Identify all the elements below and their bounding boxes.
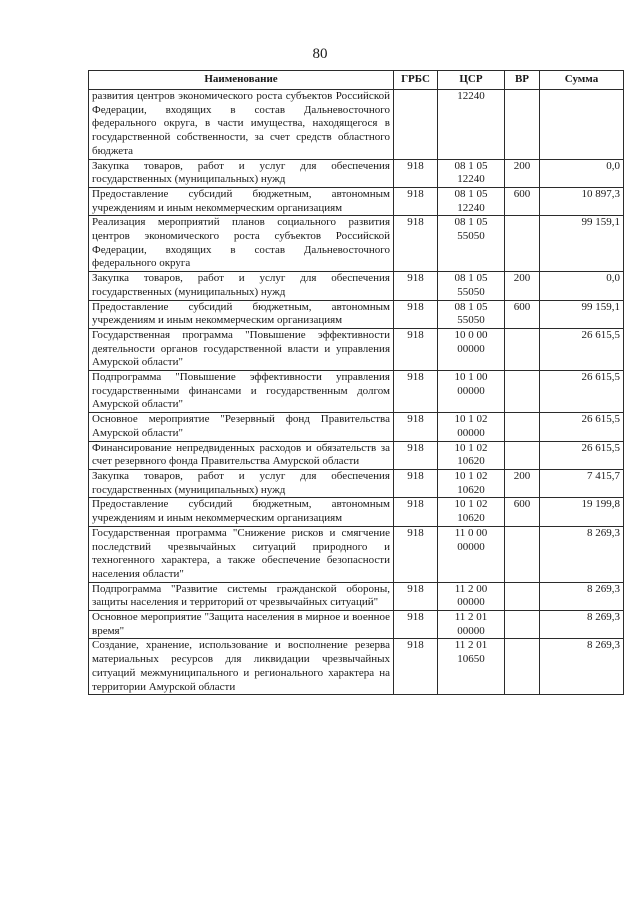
- cell-sum: 19 199,8: [540, 498, 624, 526]
- cell-csr: 08 1 05 55050: [438, 272, 505, 300]
- budget-table: [88, 70, 624, 695]
- cell-grbs: 918: [394, 371, 438, 413]
- cell-name: Основное мероприятие "Защита населения в мирное и военное время": [89, 611, 394, 639]
- cell-grbs: 918: [394, 639, 438, 695]
- cell-grbs: 918: [394, 187, 438, 215]
- cell-vr: [505, 371, 540, 413]
- cell-sum: 8 269,3: [540, 582, 624, 610]
- cell-name: Предоставление субсидий бюджетным, автономным учреждениям и иным некоммерческим организациям: [89, 300, 394, 328]
- cell-name: Подпрограмма "Повышение эффективности управления государственными финансами и государственным долгом Амурской области": [89, 371, 394, 413]
- header-name: Наименование: [89, 71, 394, 90]
- table-row: [89, 159, 624, 187]
- cell-name: Основное мероприятие "Резервный фонд Правительства Амурской области": [89, 413, 394, 441]
- table-row: [89, 611, 624, 639]
- cell-grbs: 918: [394, 328, 438, 370]
- cell-grbs: 918: [394, 300, 438, 328]
- cell-grbs: 918: [394, 216, 438, 272]
- cell-csr: 11 2 01 00000: [438, 611, 505, 639]
- cell-csr: 10 1 02 10620: [438, 441, 505, 469]
- cell-vr: 600: [505, 498, 540, 526]
- cell-grbs: 918: [394, 611, 438, 639]
- cell-csr: 10 1 02 10620: [438, 469, 505, 497]
- cell-name: Государственная программа "Снижение рисков и смягчение последствий чрезвычайных ситуаций природного и техногенного характера, а также обеспечение безопасности населения области": [89, 526, 394, 582]
- table-row: [89, 272, 624, 300]
- cell-csr: 08 1 05 12240: [438, 159, 505, 187]
- cell-grbs: 918: [394, 413, 438, 441]
- cell-csr: 08 1 05 12240: [438, 187, 505, 215]
- cell-sum: 26 615,5: [540, 328, 624, 370]
- table-row: [89, 90, 624, 160]
- table-row: [89, 371, 624, 413]
- cell-sum: 7 415,7: [540, 469, 624, 497]
- table-row: [89, 328, 624, 370]
- header-sum: Сумма: [540, 71, 624, 90]
- cell-vr: 600: [505, 187, 540, 215]
- cell-sum: 99 159,1: [540, 300, 624, 328]
- cell-csr: 10 1 02 00000: [438, 413, 505, 441]
- cell-vr: [505, 441, 540, 469]
- cell-sum: 26 615,5: [540, 371, 624, 413]
- cell-csr: 10 1 02 10620: [438, 498, 505, 526]
- cell-name: Предоставление субсидий бюджетным, автономным учреждениям и иным некоммерческим организациям: [89, 187, 394, 215]
- cell-sum: 8 269,3: [540, 526, 624, 582]
- header-row: [89, 71, 624, 90]
- table-row: [89, 498, 624, 526]
- cell-name: Реализация мероприятий планов социального развития центров экономического роста субъектов Российской Федерации, входящих в состав Дальневосточного федерального округа: [89, 216, 394, 272]
- cell-grbs: 918: [394, 441, 438, 469]
- cell-vr: 200: [505, 272, 540, 300]
- table-row: [89, 469, 624, 497]
- table-row: [89, 216, 624, 272]
- cell-grbs: 918: [394, 272, 438, 300]
- table-row: [89, 441, 624, 469]
- cell-name: Подпрограмма "Развитие системы гражданской обороны, защиты населения и территорий от чрезвычайных ситуаций": [89, 582, 394, 610]
- cell-grbs: 918: [394, 526, 438, 582]
- header-vr: ВР: [505, 71, 540, 90]
- cell-name: Закупка товаров, работ и услуг для обеспечения государственных (муниципальных) нужд: [89, 469, 394, 497]
- cell-name: Финансирование непредвиденных расходов и обязательств за счет резервного фонда Правительства Амурской области: [89, 441, 394, 469]
- cell-name: Создание, хранение, использование и восполнение резерва материальных ресурсов для ликвидации чрезвычайных ситуаций межмуниципального и регионального характера на территории Амурской области: [89, 639, 394, 695]
- cell-grbs: 918: [394, 498, 438, 526]
- cell-name: Закупка товаров, работ и услуг для обеспечения государственных (муниципальных) нужд: [89, 272, 394, 300]
- cell-grbs: 918: [394, 159, 438, 187]
- table-row: [89, 413, 624, 441]
- cell-vr: 600: [505, 300, 540, 328]
- cell-vr: 200: [505, 159, 540, 187]
- cell-grbs: 918: [394, 582, 438, 610]
- cell-csr: 12240: [438, 90, 505, 160]
- cell-sum: 99 159,1: [540, 216, 624, 272]
- cell-sum: [540, 90, 624, 160]
- cell-vr: [505, 582, 540, 610]
- cell-grbs: [394, 90, 438, 160]
- cell-name: Закупка товаров, работ и услуг для обеспечения государственных (муниципальных) нужд: [89, 159, 394, 187]
- cell-vr: [505, 328, 540, 370]
- table-row: [89, 639, 624, 695]
- cell-vr: [505, 639, 540, 695]
- cell-vr: [505, 413, 540, 441]
- cell-vr: [505, 90, 540, 160]
- cell-csr: 11 0 00 00000: [438, 526, 505, 582]
- cell-sum: 0,0: [540, 272, 624, 300]
- cell-vr: [505, 611, 540, 639]
- cell-csr: 08 1 05 55050: [438, 300, 505, 328]
- header-grbs: ГРБС: [394, 71, 438, 90]
- page-number: 80: [312, 46, 328, 62]
- cell-grbs: 918: [394, 469, 438, 497]
- cell-sum: 26 615,5: [540, 413, 624, 441]
- cell-sum: 26 615,5: [540, 441, 624, 469]
- header-csr: ЦСР: [438, 71, 505, 90]
- cell-csr: 10 1 00 00000: [438, 371, 505, 413]
- cell-csr: 11 2 01 10650: [438, 639, 505, 695]
- cell-vr: [505, 526, 540, 582]
- table-header: [89, 71, 624, 90]
- cell-sum: 10 897,3: [540, 187, 624, 215]
- cell-vr: 200: [505, 469, 540, 497]
- cell-sum: 8 269,3: [540, 639, 624, 695]
- cell-csr: 08 1 05 55050: [438, 216, 505, 272]
- cell-name: Предоставление субсидий бюджетным, автономным учреждениям и иным некоммерческим организациям: [89, 498, 394, 526]
- table-body: [89, 90, 624, 695]
- cell-name: развития центров экономического роста субъектов Российской Федерации, входящих в состав Дальневосточного федерального округа, в части имущества, находящегося в государственной собственности, за счет средств областного бюджета: [89, 90, 394, 160]
- table-row: [89, 526, 624, 582]
- cell-vr: [505, 216, 540, 272]
- cell-csr: 10 0 00 00000: [438, 328, 505, 370]
- cell-name: Государственная программа "Повышение эффективности деятельности органов государственной власти и управления Амурской области": [89, 328, 394, 370]
- table-row: [89, 187, 624, 215]
- cell-sum: 8 269,3: [540, 611, 624, 639]
- table-row: [89, 300, 624, 328]
- cell-sum: 0,0: [540, 159, 624, 187]
- cell-csr: 11 2 00 00000: [438, 582, 505, 610]
- table-row: [89, 582, 624, 610]
